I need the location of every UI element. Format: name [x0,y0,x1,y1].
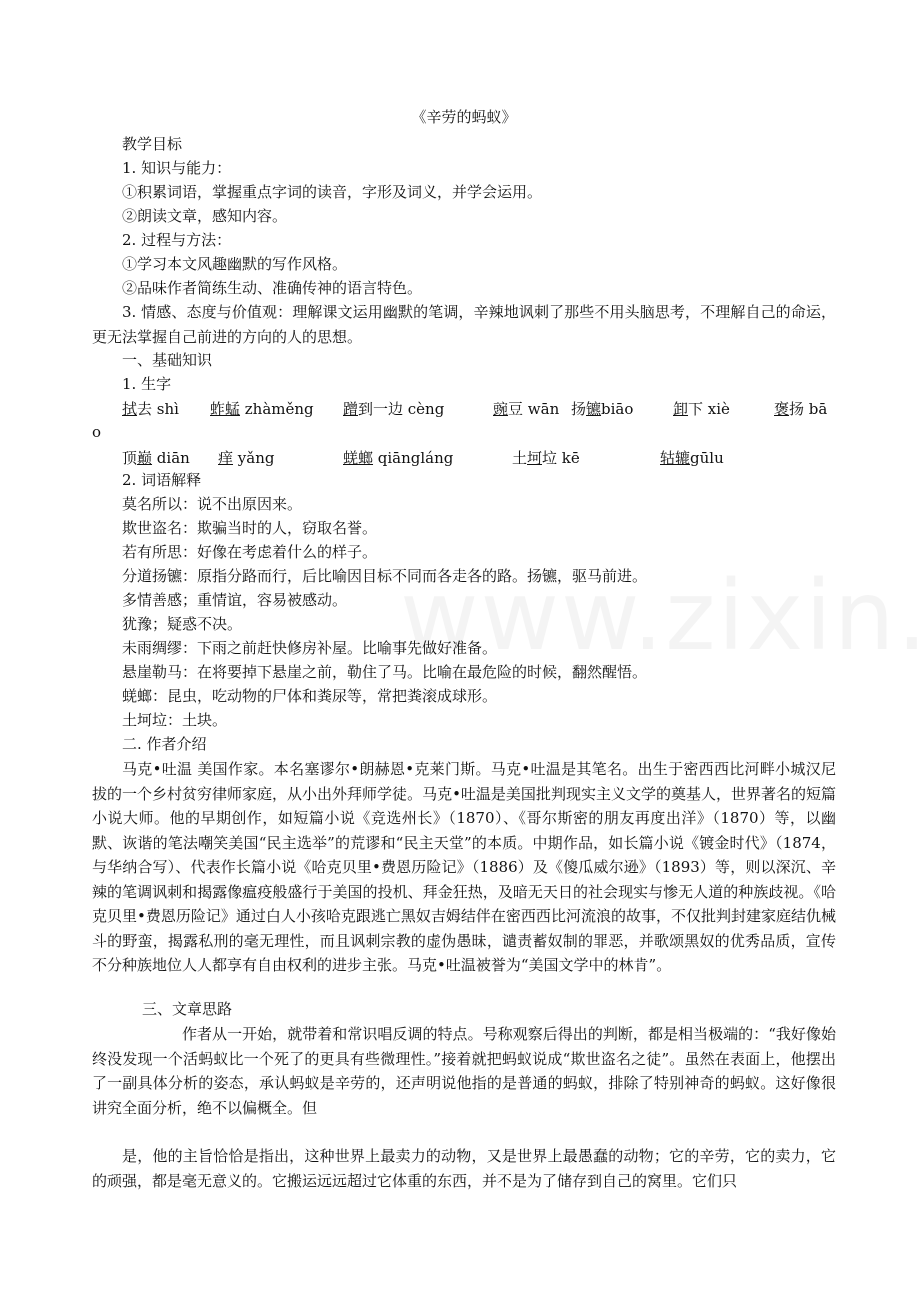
vocab-item: 蜣螂：昆虫，吃动物的尸体和粪尿等，常把粪滚成球形。 [122,687,498,705]
objective-3: 3. 情感、态度与价值观：理解课文运用幽默的笔调，辛辣地讽刺了那些不用头脑思考，不理解自己的命运，更无法掌握自己前进的方向的人的思想。 [92,303,836,346]
section-1-1-heading: 1. 生字 [122,375,172,393]
pinyin-row-2 [92,447,836,467]
pinyin-row-1 [92,398,836,418]
pinyin-item: 拭去 shì [122,400,179,418]
section-1-2-heading: 2. 词语解释 [122,471,202,489]
pinyin-item: 土坷垃 kē [512,449,580,467]
pinyin-item: 蚱蜢 zhàměng [210,400,314,418]
pinyin-item: 痒 yǎng [218,449,275,467]
pinyin-item: 豌豆 wān [493,400,560,418]
objective-1a: ①积累词语，掌握重点字词的读音，字形及词义，并学会运用。 [122,183,543,201]
vocab-item: 悬崖勒马：在将要掉下悬崖之前，勒住了马。比喻在最危险的时候，翻然醒悟。 [122,663,648,681]
vocab-item: 土坷垃：土块。 [122,711,228,729]
vocab-item: 分道扬镳：原指分路而行，后比喻因目标不同而各走各的路。扬镳，驱马前进。 [122,567,648,585]
objective-1b: ②朗读文章，感知内容。 [122,207,288,225]
vocab-item: 多情善感；重情谊，容易被感动。 [122,591,348,609]
objective-2b: ②品味作者简练生动、准确传神的语言特色。 [122,279,423,297]
vocab-item: 犹豫；疑惑不决。 [122,615,243,633]
author-paragraph: 马克•吐温 美国作家。本名塞谬尔•朗赫恩•克莱门斯。马克•吐温是其笔名。出生于密西西比河畔小城汉尼拔的一个乡村贫穷律师家庭，从小出外拜师学徒。马克•吐温是美国批判现实主义文学的奠基人，世界著名的短篇小说大师。他的早期创作，如短篇小说《竞选州长》（1870）、《哥尔斯密的朋友再度出洋》（1870）等，以幽默、诙谐的笔法嘲笑美国“民主选举”的荒谬和“民主天堂”的本质。中期作品，如长篇小说《镀金时代》（1874，与华纳合写）、代表作长篇小说《哈克贝里•费恩历险记》（1886）及《傻瓜威尔逊》（1893）等，则以深沉、辛辣的笔调讽刺和揭露像瘟疫般盛行于美国的投机、拜金狂热，及暗无天日的社会现实与惨无人道的种族歧视。《哈克贝里•费恩历险记》通过白人小孩哈克跟逃亡黑奴吉姆结伴在密西西比河流浪的故事，不仅批判封建家庭结仇械斗的野蛮，揭露私刑的毫无理性，而且讽刺宗教的虚伪愚昧，谴责蓄奴制的罪恶，并歌颂黑奴的优秀品质，宣传不分种族地位人人都享有自由权利的进步主张。马克•吐温被誉为“美国文学中的林肯”。 [92,760,836,974]
pinyin-row-1-wrap: o [92,423,102,441]
idea-paragraph-1: 作者从一开始，就带着和常识唱反调的特点。号称观察后得出的判断，都是相当极端的：“我好像始终没发现一个活蚂蚁比一个死了的更具有些微理性。”接着就把蚂蚁说成“欺世盗名之徒”。虽然在表面上，他摆出了一副具体分析的姿态，承认蚂蚁是辛劳的，还声明说他指的是普通的蚂蚁，排除了特别神奇的蚂蚁。这好像很讲究全面分析，绝不以偏概全。但 [92,1025,836,1117]
vocab-item: 未雨绸缪：下雨之前赶快修房补屋。比喻事先做好准备。 [122,639,498,657]
vocab-item: 若有所思：好像在考虑着什么的样子。 [122,543,378,561]
page-title: 《辛劳的蚂蚁》 [411,108,517,126]
vocab-item: 欺世盗名：欺骗当时的人，窃取名誉。 [122,519,378,537]
pinyin-item: 顶巅 diān [122,449,190,467]
pinyin-item: 卸下 xiè [673,400,730,418]
pinyin-item: 蹭到一边 cèng [343,400,445,418]
vocab-item: 莫名所以：说不出原因来。 [122,495,303,513]
objective-2a: ①学习本文风趣幽默的写作风格。 [122,255,348,273]
section-2-heading: 二. 作者介绍 [122,735,207,753]
pinyin-item: 轱辘gūlu [660,449,724,467]
idea-paragraph-2: 是，他的主旨恰恰是指出，这种世界上最卖力的动物，又是世界上最愚蠢的动物；它的辛劳，它的卖力，它的顽强，都是毫无意义的。它搬运远远超过它体重的东西，并不是为了储存到自己的窝里。它们只 [92,1147,836,1190]
pinyin-item: 蜣螂 qiāngláng [343,449,454,467]
section-1-heading: 一、基础知识 [122,351,213,369]
objective-2-heading: 2. 过程与方法： [122,231,232,249]
pinyin-item: 褒扬 bā [774,400,828,418]
section-3-heading: 三、文章思路 [142,1000,233,1018]
pinyin-item: 扬镳biāo [571,400,634,418]
objective-1-heading: 1. 知识与能力： [122,159,232,177]
objectives-heading: 教学目标 [122,135,183,153]
